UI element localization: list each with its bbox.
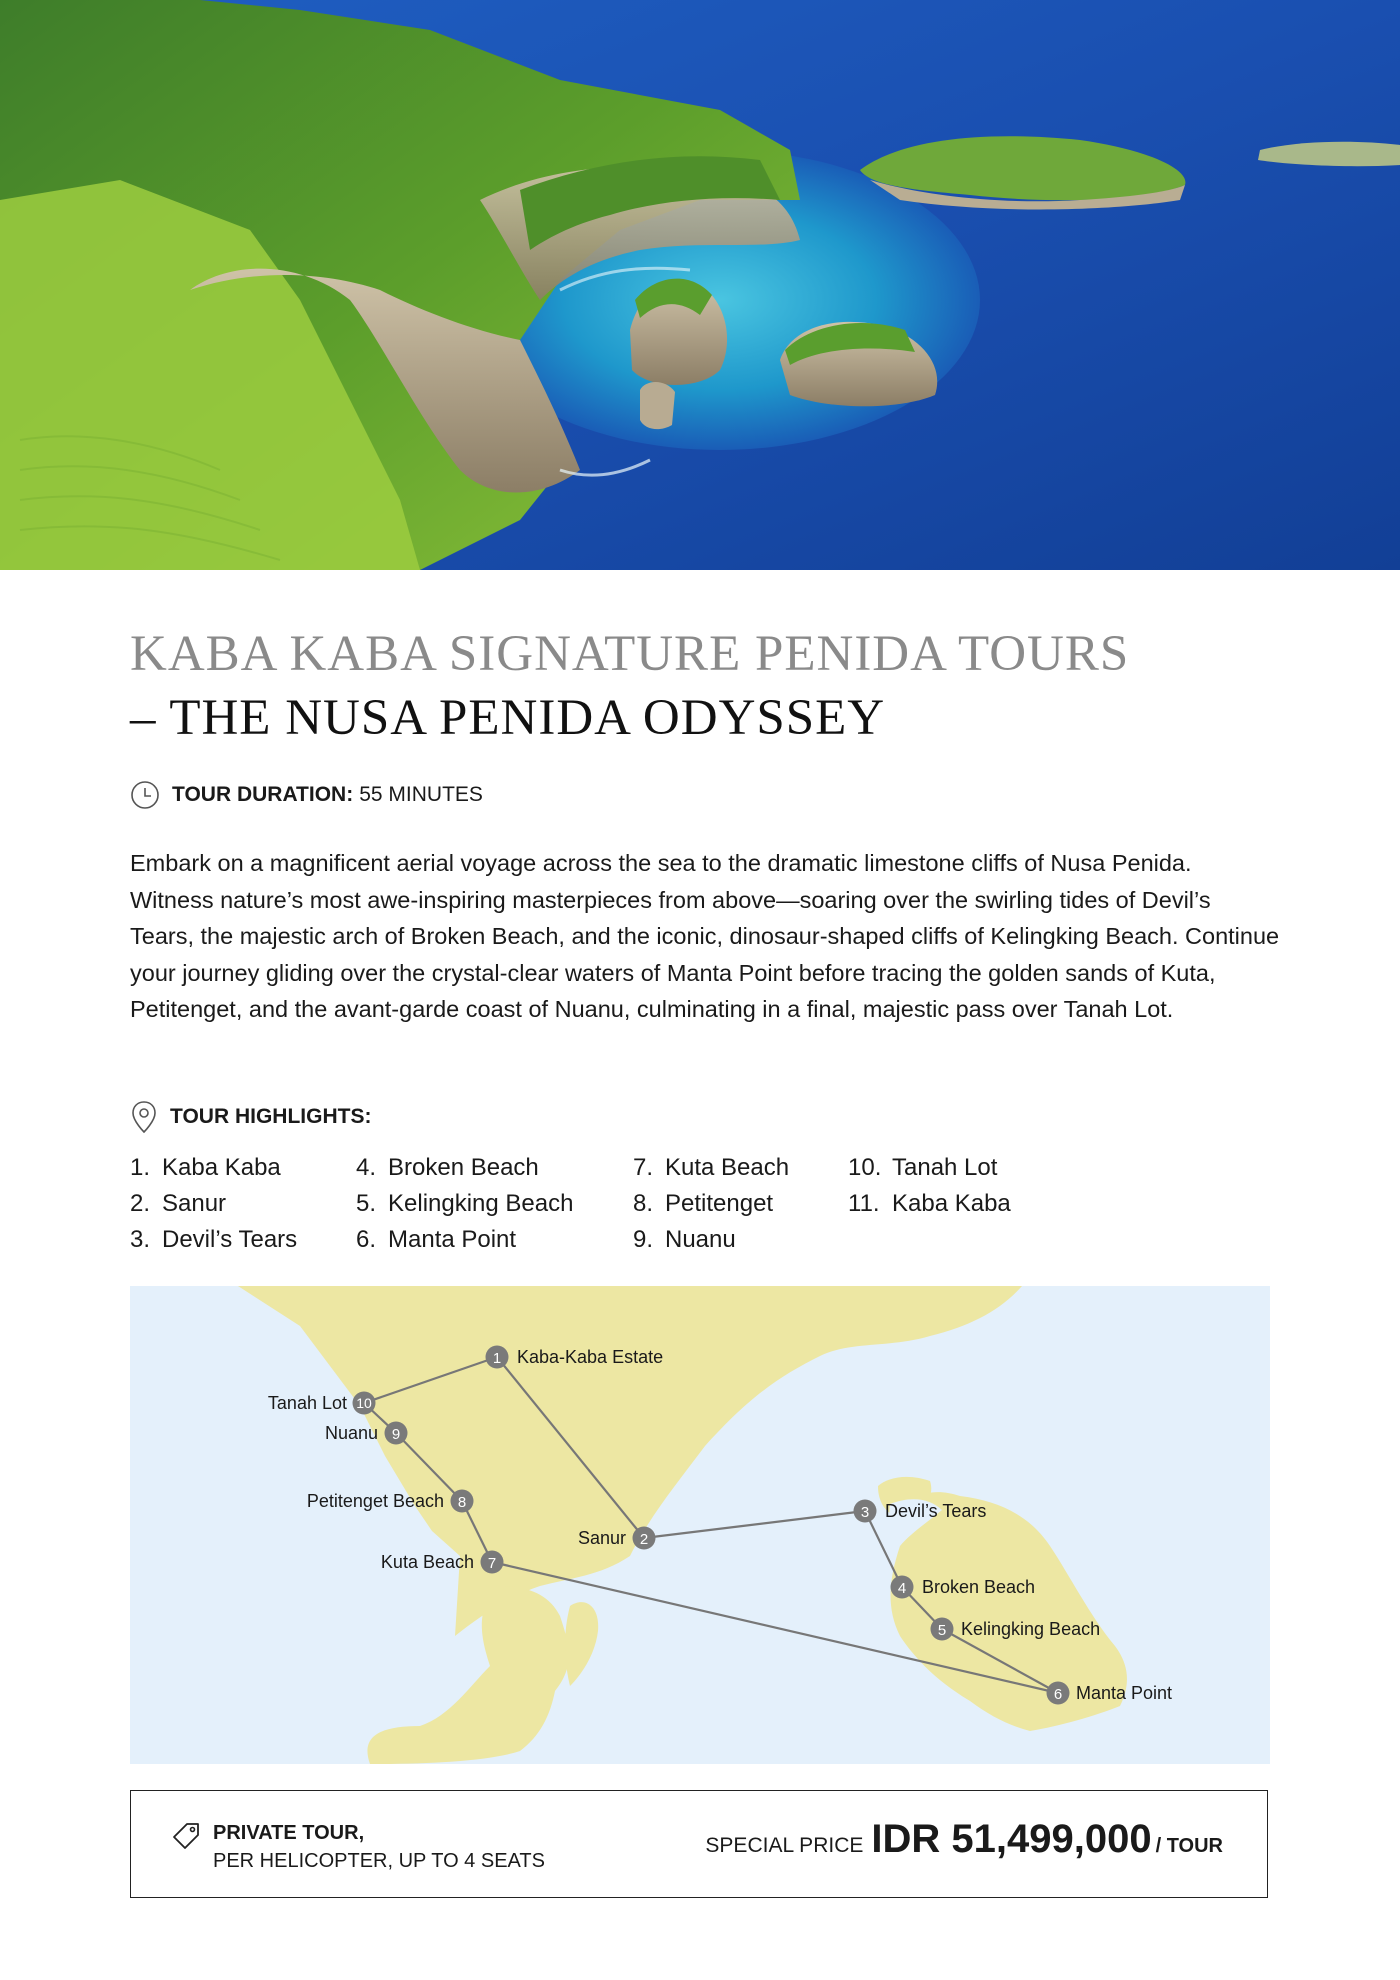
route-map <box>130 1286 1270 1764</box>
svg-text:1: 1 <box>492 1350 502 1367</box>
map-label: Sanur <box>577 1528 626 1548</box>
tour-type-detail: PER HELICOPTER, UP TO 4 SEATS <box>213 1850 545 1872</box>
item-name: Petitenget <box>665 1190 774 1217</box>
svg-text:3: 3 <box>860 1504 870 1521</box>
item-name: Nuanu <box>665 1226 736 1253</box>
svg-text:7: 7 <box>487 1555 497 1572</box>
duration-label: TOUR DURATION: <box>172 783 354 806</box>
list-item <box>848 1186 1011 1222</box>
price-tag-icon <box>171 1821 201 1851</box>
svg-text:6: 6 <box>1053 1686 1063 1703</box>
map-label: Nuanu <box>324 1423 378 1443</box>
route-map-svg <box>130 1286 1270 1764</box>
tour-type-label: PRIVATE TOUR, <box>213 1822 365 1844</box>
item-name: Kuta Beach <box>665 1154 790 1181</box>
map-marker-manta-point <box>1047 1682 1173 1705</box>
svg-text:2: 2 <box>639 1531 649 1548</box>
map-label: Kuta Beach <box>380 1552 474 1572</box>
item-number: 2. <box>130 1190 151 1217</box>
svg-text:10: 10 <box>356 1395 372 1411</box>
list-item <box>356 1222 573 1258</box>
item-name: Kelingking Beach <box>388 1190 574 1217</box>
item-name: Sanur <box>162 1190 227 1217</box>
title-line-1: KABA KABA SIGNATURE PENIDA TOURS <box>130 626 1130 682</box>
item-number: 5. <box>356 1190 377 1217</box>
tour-description: Embark on a magnificent aerial voyage across the sea to the dramatic limestone cliffs of Nusa Penida. Witness nature’s most awe-inspiring masterpieces from above—soaring over the swirling tides of Devil’s Tears, the majestic arch of Broken Beach, and the iconic, dinosaur-shaped cliffs of Kelingking Beach. Continue your journey gliding over the crystal-clear waters of Manta Point before tracing the golden sands of Kuta, Petitenget, and the avant-garde coast of Nuanu, culminating in a final, majestic pass over Tanah Lot. <box>130 850 1280 1022</box>
list-item <box>633 1222 789 1258</box>
highlights-column-3 <box>633 1150 789 1258</box>
price-box <box>130 1790 1268 1898</box>
svg-text:4: 4 <box>897 1580 907 1597</box>
item-name: Kaba Kaba <box>892 1190 1011 1217</box>
item-name: Kaba Kaba <box>162 1154 281 1181</box>
clock-icon <box>130 780 160 810</box>
map-label: Kaba-Kaba Estate <box>517 1347 664 1367</box>
price-info <box>705 1817 1223 1862</box>
svg-text:9: 9 <box>391 1426 401 1443</box>
map-label: Kelingking Beach <box>961 1619 1101 1639</box>
tour-type <box>171 1819 545 1875</box>
item-number: 9. <box>633 1226 654 1253</box>
item-number: 10. <box>848 1154 882 1181</box>
item-number: 3. <box>130 1226 151 1253</box>
map-label: Petitenget Beach <box>306 1491 444 1511</box>
map-label: Broken Beach <box>922 1577 1036 1597</box>
price-label: SPECIAL PRICE <box>705 1834 864 1857</box>
item-name: Broken Beach <box>388 1154 539 1181</box>
map-marker-sanur <box>578 1527 656 1550</box>
map-marker-kuta-beach <box>381 1551 504 1574</box>
hero-image <box>0 0 1400 570</box>
coastline-photo <box>0 0 1400 570</box>
item-number: 7. <box>633 1154 654 1181</box>
highlights-column-2 <box>356 1150 573 1258</box>
tour-duration <box>130 780 483 810</box>
item-name: Manta Point <box>388 1226 517 1253</box>
page-title <box>130 622 1280 750</box>
highlights-column-4 <box>848 1150 1011 1222</box>
item-number: 1. <box>130 1154 151 1181</box>
list-item <box>633 1186 789 1222</box>
list-item <box>356 1150 573 1186</box>
list-item <box>356 1186 573 1222</box>
list-item <box>633 1150 789 1186</box>
map-label: Tanah Lot <box>267 1393 347 1413</box>
list-item <box>848 1150 1011 1186</box>
list-item <box>130 1150 297 1186</box>
map-marker-tanah-lot <box>268 1392 376 1415</box>
title-line-2: – THE NUSA PENIDA ODYSSEY <box>130 690 886 746</box>
item-number: 4. <box>356 1154 377 1181</box>
svg-text:8: 8 <box>457 1494 467 1511</box>
price-unit: / TOUR <box>1155 1835 1223 1857</box>
list-item <box>130 1222 297 1258</box>
duration-value: 55 MINUTES <box>359 783 483 806</box>
svg-text:5: 5 <box>937 1622 947 1639</box>
highlights-label: TOUR HIGHLIGHTS: <box>170 1105 372 1128</box>
map-label: Manta Point <box>1076 1683 1173 1703</box>
item-number: 11. <box>848 1190 880 1217</box>
list-item <box>130 1186 297 1222</box>
item-name: Tanah Lot <box>892 1154 998 1181</box>
item-number: 6. <box>356 1226 377 1253</box>
item-name: Devil’s Tears <box>162 1226 298 1253</box>
item-number: 8. <box>633 1190 654 1217</box>
highlights-column-1 <box>130 1150 297 1258</box>
highlights-heading <box>130 1100 371 1134</box>
location-pin-icon <box>130 1100 158 1134</box>
price-amount: IDR 51,499,000 <box>871 1817 1152 1861</box>
map-label: Devil’s Tears <box>885 1501 987 1521</box>
map-marker-nuanu <box>325 1422 408 1445</box>
